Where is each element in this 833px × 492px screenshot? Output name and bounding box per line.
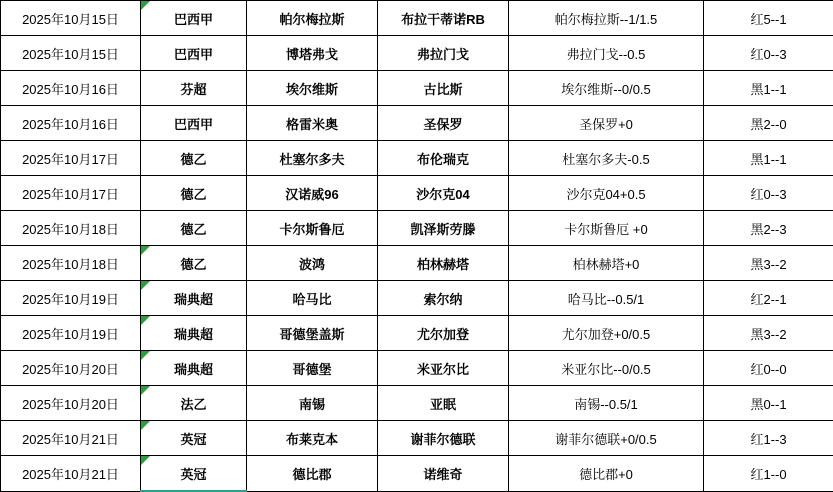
cell-date: 2025年10月15日 [1,36,141,71]
cell-home-team: 博塔弗戈 [247,36,378,71]
table-row [1,246,833,281]
cell-handicap: 帕尔梅拉斯--1/1.5 [509,1,704,36]
table-row [1,36,833,71]
cell-home-team: 南锡 [247,386,378,421]
cell-date: 2025年10月20日 [1,351,141,386]
cell-result: 黑3--2 [704,316,833,351]
cell-result: 黑1--1 [704,141,833,176]
cell-handicap: 柏林赫塔+0 [509,246,704,281]
cell-handicap: 哈马比--0.5/1 [509,281,704,316]
cell-handicap: 埃尔维斯--0/0.5 [509,71,704,106]
cell-league: 德乙 [141,176,247,211]
cell-result: 黑1--1 [704,71,833,106]
cell-result: 红0--0 [704,351,833,386]
cell-home-team: 波鸿 [247,246,378,281]
table-row [1,176,833,211]
cell-result: 红2--1 [704,281,833,316]
table-row [1,106,833,141]
cell-league: 德乙 [141,246,247,281]
cell-league: 英冠 [141,456,247,492]
table-row [1,281,833,316]
cell-date: 2025年10月16日 [1,106,141,141]
cell-home-team: 哈马比 [247,281,378,316]
cell-away-team: 圣保罗 [378,106,509,141]
cell-result: 黑2--0 [704,106,833,141]
cell-date: 2025年10月15日 [1,1,141,36]
cell-away-team: 布拉干蒂诺RB [378,1,509,36]
cell-handicap: 卡尔斯鲁厄 +0 [509,211,704,246]
cell-result: 红1--0 [704,456,833,492]
cell-home-team: 汉诺威96 [247,176,378,211]
table-row [1,71,833,106]
cell-away-team: 诺维奇 [378,456,509,492]
cell-result: 黑2--3 [704,211,833,246]
table-row [1,351,833,386]
cell-home-team: 卡尔斯鲁厄 [247,211,378,246]
cell-away-team: 古比斯 [378,71,509,106]
cell-away-team: 弗拉门戈 [378,36,509,71]
cell-away-team: 米亚尔比 [378,351,509,386]
cell-league: 德乙 [141,211,247,246]
cell-home-team: 哥德堡 [247,351,378,386]
cell-home-team: 帕尔梅拉斯 [247,1,378,36]
table-row [1,1,833,36]
cell-handicap: 谢菲尔德联+0/0.5 [509,421,704,456]
cell-date: 2025年10月18日 [1,211,141,246]
cell-date: 2025年10月19日 [1,281,141,316]
cell-home-team: 布莱克本 [247,421,378,456]
cell-handicap: 米亚尔比--0/0.5 [509,351,704,386]
cell-away-team: 沙尔克04 [378,176,509,211]
cell-result: 红5--1 [704,1,833,36]
cell-result: 红0--3 [704,176,833,211]
cell-handicap: 杜塞尔多夫-0.5 [509,141,704,176]
cell-date: 2025年10月19日 [1,316,141,351]
cell-away-team: 尤尔加登 [378,316,509,351]
cell-away-team: 索尔纳 [378,281,509,316]
cell-date: 2025年10月21日 [1,456,141,492]
cell-result: 红1--3 [704,421,833,456]
cell-handicap: 弗拉门戈--0.5 [509,36,704,71]
cell-home-team: 哥德堡盖斯 [247,316,378,351]
table-row [1,141,833,176]
cell-result: 红0--3 [704,36,833,71]
cell-league: 瑞典超 [141,281,247,316]
cell-league: 巴西甲 [141,36,247,71]
cell-league: 芬超 [141,71,247,106]
cell-handicap: 沙尔克04+0.5 [509,176,704,211]
table-row [1,316,833,351]
cell-home-team: 格雷米奥 [247,106,378,141]
cell-handicap: 尤尔加登+0/0.5 [509,316,704,351]
cell-away-team: 柏林赫塔 [378,246,509,281]
cell-league: 瑞典超 [141,351,247,386]
cell-handicap: 南锡--0.5/1 [509,386,704,421]
cell-league: 英冠 [141,421,247,456]
cell-league: 巴西甲 [141,106,247,141]
cell-handicap: 德比郡+0 [509,456,704,492]
cell-date: 2025年10月17日 [1,176,141,211]
table-row [1,421,833,456]
table-row [1,211,833,246]
table-row [1,386,833,421]
cell-league: 德乙 [141,141,247,176]
cell-date: 2025年10月18日 [1,246,141,281]
cell-date: 2025年10月17日 [1,141,141,176]
cell-away-team: 布伦瑞克 [378,141,509,176]
cell-home-team: 埃尔维斯 [247,71,378,106]
table-body [1,1,833,492]
cell-handicap: 圣保罗+0 [509,106,704,141]
cell-result: 黑0--1 [704,386,833,421]
cell-home-team: 杜塞尔多夫 [247,141,378,176]
cell-date: 2025年10月20日 [1,386,141,421]
cell-league: 法乙 [141,386,247,421]
cell-league: 瑞典超 [141,316,247,351]
cell-home-team: 德比郡 [247,456,378,492]
cell-date: 2025年10月16日 [1,71,141,106]
cell-away-team: 亚眠 [378,386,509,421]
cell-away-team: 凯泽斯劳滕 [378,211,509,246]
cell-result: 黑3--2 [704,246,833,281]
cell-league: 巴西甲 [141,1,247,36]
cell-date: 2025年10月21日 [1,421,141,456]
cell-away-team: 谢菲尔德联 [378,421,509,456]
table-row [1,456,833,492]
